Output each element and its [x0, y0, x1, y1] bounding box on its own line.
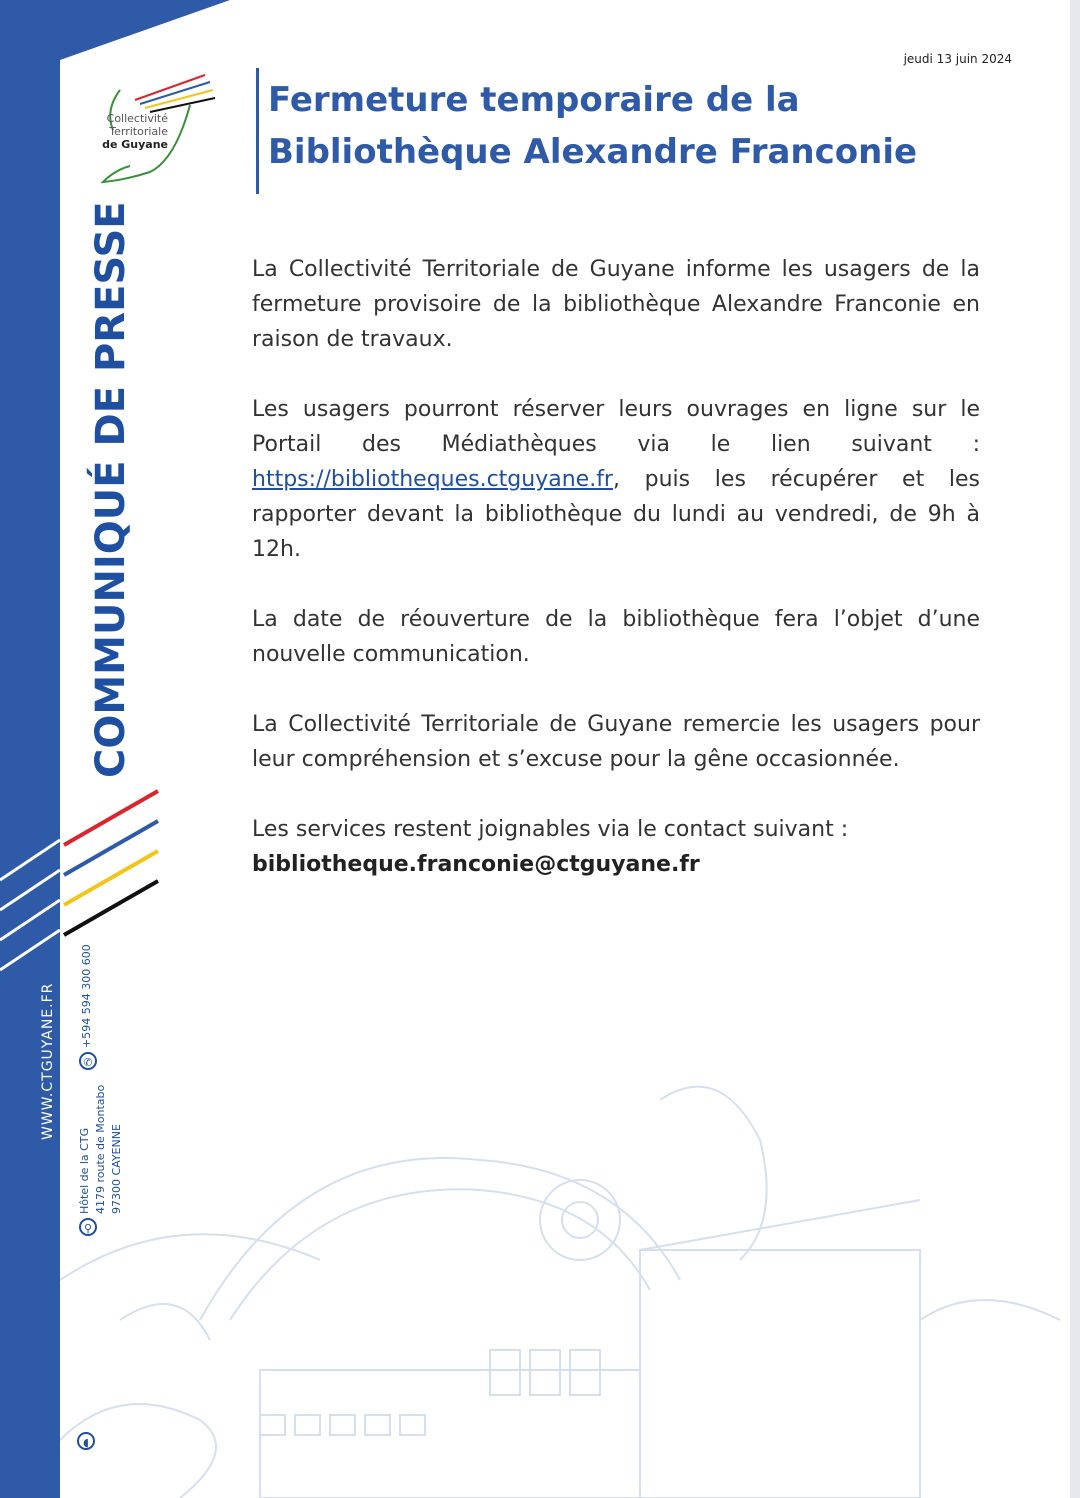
logo-line-2: Territoriale	[109, 125, 168, 138]
location-icon: ⚲	[79, 1218, 97, 1236]
press-release-body	[252, 252, 980, 882]
catalog-link[interactable]: https://bibliotheques.ctguyane.fr	[252, 467, 613, 492]
sidebar-stripes	[0, 830, 60, 980]
sidebar-diagonal	[60, 0, 230, 60]
paragraph-1: La Collectivité Territoriale de Guyane informe les usagers de la fermeture provisoire de la bibliothèque Alexandre Franconie en raison de travaux.	[252, 257, 980, 352]
paragraph-5	[252, 812, 980, 882]
address-line-1: Hôtel de la CTG	[78, 1127, 91, 1214]
paragraph-2-rest: , puis les récupérer et les rapporter devant la bibliothèque du lundi au vendredi, de 9h à 12h.	[252, 467, 980, 562]
paragraph-2-intro: Les usagers pourront réserver leurs ouvrages en ligne sur le Portail des Médiathèques via le lien suivant :	[252, 397, 980, 457]
logo-line-3: de Guyane	[102, 138, 168, 151]
logo-line-1: Collectivité	[106, 112, 168, 125]
title-accent-bar	[256, 68, 259, 194]
press-release-label: COMMUNIQUÉ DE PRESSE	[88, 201, 134, 778]
page-title: Fermeture temporaire de la Bibliothèque Alexandre Franconie	[268, 80, 918, 172]
sound-icon[interactable]: ◖	[77, 1432, 95, 1450]
paragraph-2	[252, 392, 980, 567]
paragraph-4: La Collectivité Territoriale de Guyane remercie les usagers pour leur compréhension et s’excuse pour la gêne occasionnée.	[252, 712, 980, 772]
publication-date: jeudi 13 juin 2024	[903, 52, 1012, 66]
contact-email[interactable]: bibliotheque.franconie@ctguyane.fr	[252, 852, 700, 877]
contact-intro: Les services restent joignables via le contact suivant :	[252, 817, 849, 842]
phone-icon: ✆	[79, 1052, 97, 1070]
address-line-2: 4179 route de Montabo	[94, 1084, 107, 1214]
paragraph-3: La date de réouverture de la bibliothèque fera l’objet d’une nouvelle communication.	[252, 607, 980, 667]
library-illustration-watermark	[60, 1020, 1070, 1498]
logo-text	[100, 112, 168, 151]
address-line-3: 97300 CAYENNE	[110, 1124, 123, 1214]
color-stripes	[62, 785, 162, 945]
sidebar	[0, 0, 60, 1498]
website-text[interactable]: WWW.CTGUYANE.FR	[40, 982, 56, 1140]
phone-number[interactable]: +594 594 300 600	[80, 944, 93, 1048]
